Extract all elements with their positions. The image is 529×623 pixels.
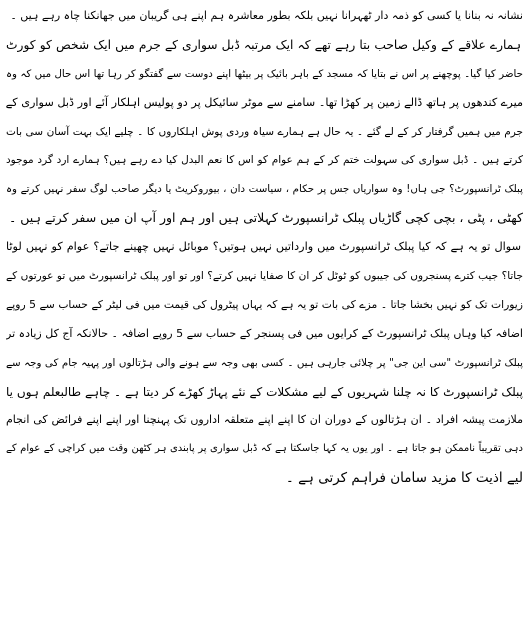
text-line: لیے اذیت کا مزید سامان فراہم کرتی ہے ۔ — [285, 470, 523, 487]
text-line: ہمارے علاقے کے وکیل صاحب بتا رہے تھے کہ ایک مرتبہ ڈبل سواری کے جرم میں ایک شخص کو کورٹ — [6, 37, 521, 52]
text-line: سوال تو یہ ہے کہ کیا پبلک ٹرانسپورٹ میں وارداتیں نہیں ہوتیں؟ موبائل نہیں چھینے جاتے؟ عوام کو نہیں لوٹا — [6, 240, 521, 254]
text-line: جاتا؟ جیب کترے پسنجروں کی جیبوں کو ٹوٹل کر ان کا صفایا نہیں کرتے؟ اور تو اور پبلک ٹرانسپورٹ میں تو عورتوں کے — [6, 270, 523, 283]
text-line: میرے کندھوں پر ہاتھ ڈالے زمین پر کھڑا تھا۔ سامنے سے موٹر سائیکل پر دو پولیس اہلکار آئے اور ڈبل سواری کے — [6, 95, 523, 109]
text-line: پبلک ٹرانسپورٹ؟ جی ہاں! وہ سواریاں جس پر حکام ، سیاست دان ، بیوروکریٹ یا دیگر صاحب لوگ سفر نہیں کرتے وہ — [6, 183, 523, 196]
text-line: پبلک ٹرانسپورٹ "سی این جی" پر چلائی جارہی ہیں ۔ کسی بھی وجہ سے ہونے والی ہڑتالوں اور پہیہ جام کی وجہ سے — [6, 356, 523, 369]
text-line: پبلک ٹرانسپورٹ کا نہ چلنا شہریوں کے لیے مشکلات کے نئے پہاڑ کھڑے کر دیتا ہے ۔ چاہے طالبعلم ہوں یا — [6, 384, 523, 399]
text-line: زیورات تک کو نہیں بخشا جاتا ۔ مزے کی بات تو یہ ہے کہ یہاں پیٹرول کی قیمت میں فی لیٹر کے حساب سے 5 روپے — [6, 297, 523, 311]
text-line: ملازمت پیشہ افراد ۔ ان ہڑتالوں کے دوران ان کا اپنے اپنے متعلقہ اداروں تک پہنچنا اور اپنے اپنے فرائض کی انجام — [6, 413, 523, 427]
text-line: کرتے ہیں ۔ ڈبل سواری کی سہولت ختم کر کے ہم عوام کو اس کا نعم البدل کیا دے رہے ہیں؟ ہمارے ارد گرد موجود — [6, 154, 523, 167]
text-line: جرم میں ہمیں گرفتار کر کے لے گئے ۔ یہ حال ہے ہمارے سیاہ وردی پوش اہلکاروں کا ۔ چلیے ایک بہت آسان سی بات — [6, 125, 523, 138]
text-line: حاضر کیا گیا۔ پوچھنے پر اس نے بتایا کہ مسجد کے باہر بائیک پر بیٹھا اپنے دوست سے گفتگو کر رہا تھا اس حال میں کہ وہ — [6, 67, 523, 80]
text-line: اضافہ کیا وہاں پبلک ٹرانسپورٹ کے کرایوں میں فی پسنجر کے حساب سے 5 روپے اضافہ ۔ حالانکہ آج کل زیادہ تر — [6, 326, 523, 340]
text-line: نشانہ نہ بنانا یا کسی کو ذمہ دار ٹھہرانا نہیں بلکہ بطور معاشرہ ہم اپنے ہی گریبان میں جھانکنا چاہ رہے ہیں ۔ — [10, 9, 523, 22]
text-line: کھٹی ، پٹی ، بچی کچی گاڑیاں پبلک ٹرانسپورٹ کہلاتی ہیں اور ہم اور آپ ان میں سفر کرتے ہیں ۔ — [8, 210, 523, 226]
text-line: دہی تقریباً ناممکن ہو جاتا ہے ۔ اور یوں یہ کہا جاسکتا ہے کہ ڈبل سواری پر پابندی ہر کٹھن وقت میں کراچی کے عوام کے — [6, 443, 523, 455]
